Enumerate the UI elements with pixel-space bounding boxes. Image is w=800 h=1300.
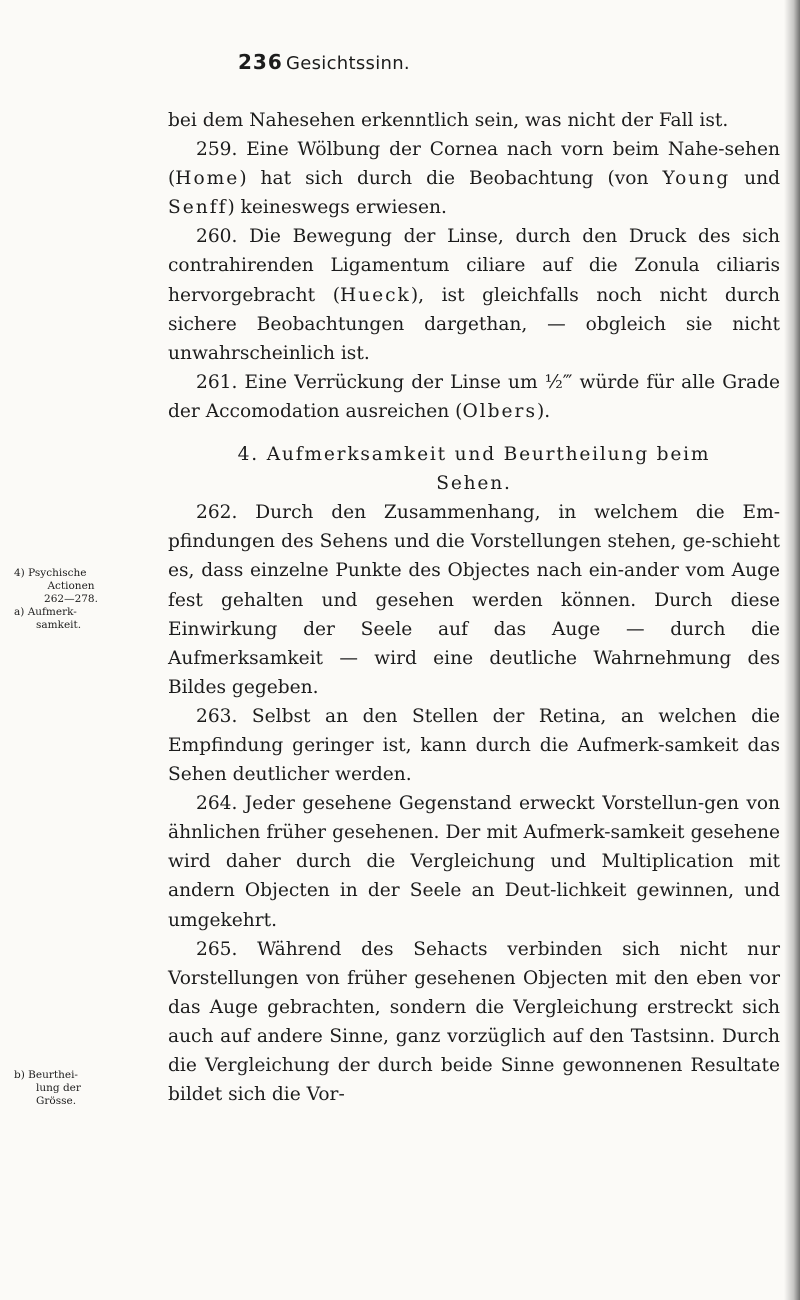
margin-note-3-line2: lung der	[36, 1082, 81, 1094]
running-title: Gesichtssinn.	[286, 53, 410, 74]
margin-note-1-line3: 262—278.	[44, 593, 98, 605]
author-young: Young	[662, 168, 731, 190]
author-hueck: Hueck	[339, 284, 411, 306]
paragraph-continuation: bei dem Nahesehen erkenntlich sein, was nicht der Fall ist.	[168, 110, 729, 131]
paragraph-265: 265. Während des Sehacts verbinden sich nicht nur Vorstellungen von früher gesehenen Objecten mit den eben vor das Auge gebrachten, sondern die Vergleichung erstreckt sich auch auf andere Sinne, ganz vorzüglich auf den Tastsinn. Durch die Vergleichung der durch beide Sinne gewonnenen Resultate bildet sich die Vor-	[168, 938, 780, 1106]
p259-text-d: ) keineswegs erwiesen.	[227, 197, 447, 219]
margin-note-beurtheilung	[14, 1069, 118, 1108]
margin-note-1-line1: 4) Psychische	[14, 567, 87, 579]
p260-text-b: ), ist gleichfalls noch nicht durch sichere Beobachtungen dargethan, — obgleich sie nicht unwahrscheinlich ist.	[168, 284, 781, 364]
margin-note-aufmerksamkeit	[14, 606, 118, 632]
author-olbers: Olbers	[462, 400, 537, 422]
paragraph-260	[168, 222, 780, 367]
margin-note-1-line2: Actionen	[47, 580, 95, 592]
main-text	[168, 106, 780, 1109]
section-heading-line1: 4. Aufmerksamkeit und Beurtheilung beim	[237, 444, 711, 466]
margin-note-3-line3: Grösse.	[36, 1095, 77, 1107]
page-edge-shadow	[784, 0, 800, 1300]
paragraph-262: 262. Durch den Zusammenhang, in welchem die Em-pfindungen des Sehens und die Vorstellungen stehen, ge-schieht es, dass einzelne Punkte des Objectes nach ein-ander vom Auge fest gehalten und gesehen werden können. Durch diese Einwirkung der Seele auf das Auge — durch die Aufmerksamkeit — wird eine deutliche Wahrnehmung des Bildes gegeben.	[168, 502, 780, 698]
paragraph-263: 263. Selbst an den Stellen der Retina, an welchen die Empfindung geringer ist, kann durch die Aufmerk-samkeit das Sehen deutlicher werden.	[168, 705, 780, 786]
p259-text-a: 259. Eine Wölbung der Cornea nach vorn beim Nahe-sehen (	[168, 139, 780, 190]
p259-text-c: und	[730, 168, 781, 190]
p261-text-b: ).	[536, 400, 551, 422]
paragraph-261	[168, 368, 780, 426]
section-heading	[168, 440, 780, 498]
margin-note-2-line1: a) Aufmerk-	[14, 606, 77, 618]
p260-text-a: 260. Die Bewegung der Linse, durch den Druck des sich contrahirenden Ligamentum ciliare auf die Zonula ciliaris hervorgebracht (	[168, 226, 780, 306]
page-number: 236	[238, 50, 283, 74]
p259-text-b: ) hat sich durch die Beobachtung (von	[239, 168, 663, 190]
p261-text-a: 261. Eine Verrückung der Linse um ½‴ würde für alle Grade der Accomodation ausreichen (	[168, 371, 780, 422]
margin-note-psychische-actionen	[14, 567, 118, 606]
author-home: Home	[175, 168, 240, 190]
author-senff: Senff	[168, 197, 228, 219]
paragraph-264: 264. Jeder gesehene Gegenstand erweckt Vorstellun-gen von ähnlichen früher gesehenen. Der mit Aufmerk-samkeit gesehene wird daher durch die Vergleichung und Multiplication mit andern Objecten in der Seele an Deut-lichkeit gewinnen, und umgekehrt.	[168, 793, 780, 931]
section-heading-line2: Sehen.	[436, 473, 512, 495]
margin-note-2-line2: samkeit.	[36, 619, 82, 631]
margin-note-3-line1: b) Beurthei-	[14, 1069, 78, 1081]
paragraph-259	[168, 135, 780, 222]
